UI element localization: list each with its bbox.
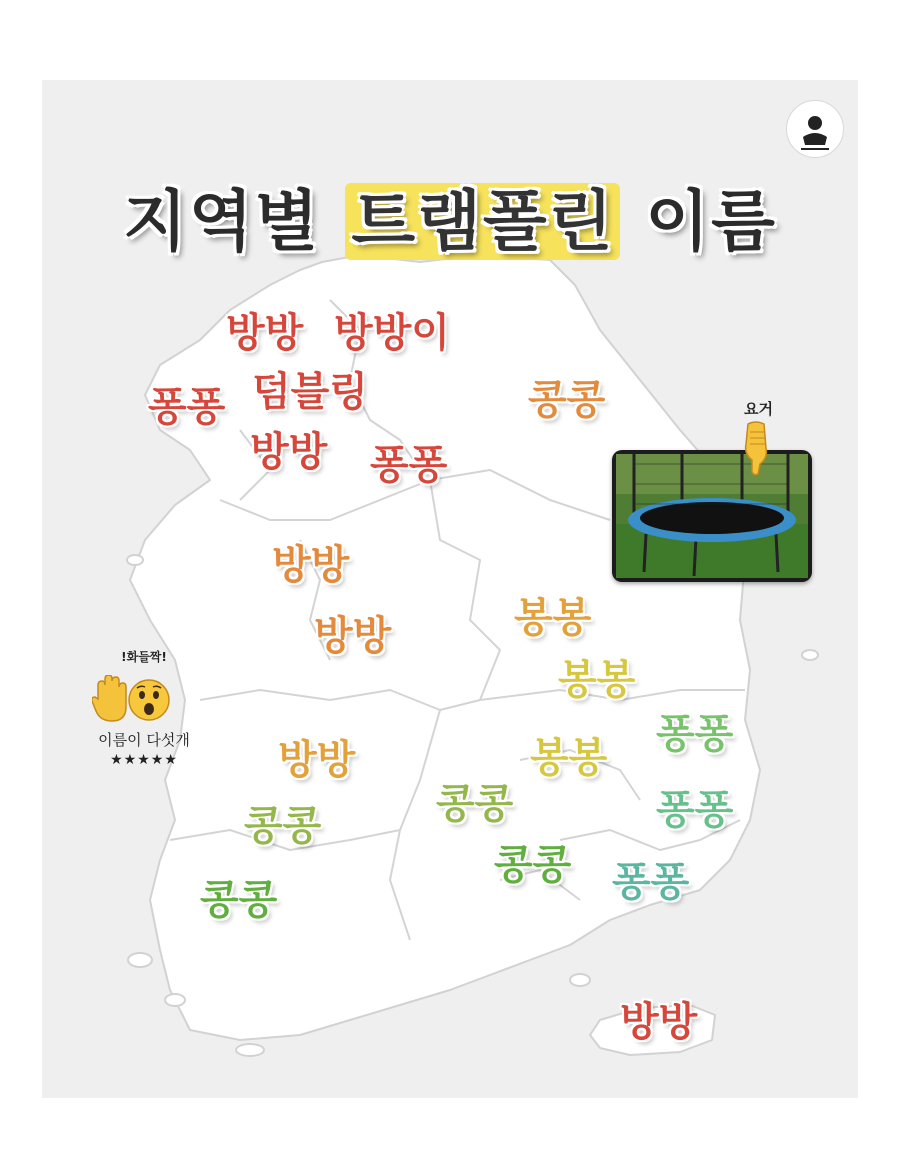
title-part2: 이름 bbox=[645, 183, 777, 260]
region-label-daejeon: 방방 bbox=[314, 613, 392, 659]
region-label-gyeongbuk-1: 봉봉 bbox=[558, 657, 636, 703]
region-label-seoul-1: 방방 bbox=[226, 310, 304, 356]
region-label-incheon: 퐁퐁 bbox=[148, 384, 226, 430]
side-note-exclaim: !화들짝! bbox=[121, 650, 167, 664]
side-note bbox=[84, 648, 204, 768]
region-label-gangwon: 콩콩 bbox=[528, 377, 606, 423]
region-label-jeju: 방방 bbox=[620, 999, 698, 1045]
side-note-caption: 이름이 다섯개 bbox=[98, 731, 190, 749]
region-label-chungbuk: 봉봉 bbox=[514, 595, 592, 641]
region-label-chungnam: 방방 bbox=[272, 542, 350, 588]
title-highlight: 트램폴린 bbox=[345, 183, 620, 260]
region-label-gyeonggi-2: 방방 bbox=[250, 429, 328, 475]
region-label-jeonbuk: 방방 bbox=[278, 737, 356, 783]
channel-logo-icon bbox=[786, 100, 844, 158]
region-label-seoul-2: 방방이 bbox=[334, 310, 450, 356]
region-label-gyeonggi-3: 퐁퐁 bbox=[370, 442, 448, 488]
region-label-gyeonggi-1: 덤블링 bbox=[252, 369, 368, 415]
trampoline-photo bbox=[612, 450, 812, 582]
side-note-rating: ★★★★★ bbox=[110, 752, 178, 768]
title-part1: 지역별 bbox=[123, 183, 321, 260]
region-label-daegu: 봉봉 bbox=[530, 735, 608, 781]
region-label-gyeongbuk-2: 퐁퐁 bbox=[656, 711, 734, 757]
pointing-down-hand-icon bbox=[738, 420, 774, 480]
page-title bbox=[0, 168, 900, 263]
pointer-label: 요거 bbox=[744, 400, 773, 418]
region-label-jeonbuk-2: 콩콩 bbox=[244, 803, 322, 849]
region-label-gyeongnam-2: 콩콩 bbox=[494, 842, 572, 888]
region-label-busan: 퐁퐁 bbox=[612, 859, 690, 905]
raised-hand-icon bbox=[92, 675, 132, 723]
region-label-gyeongnam-1: 콩콩 bbox=[436, 781, 514, 827]
surprised-face-icon bbox=[128, 679, 170, 721]
region-label-ulsan: 퐁퐁 bbox=[656, 787, 734, 833]
region-label-jeonnam: 콩콩 bbox=[200, 877, 278, 923]
side-note-emojis bbox=[84, 669, 204, 725]
